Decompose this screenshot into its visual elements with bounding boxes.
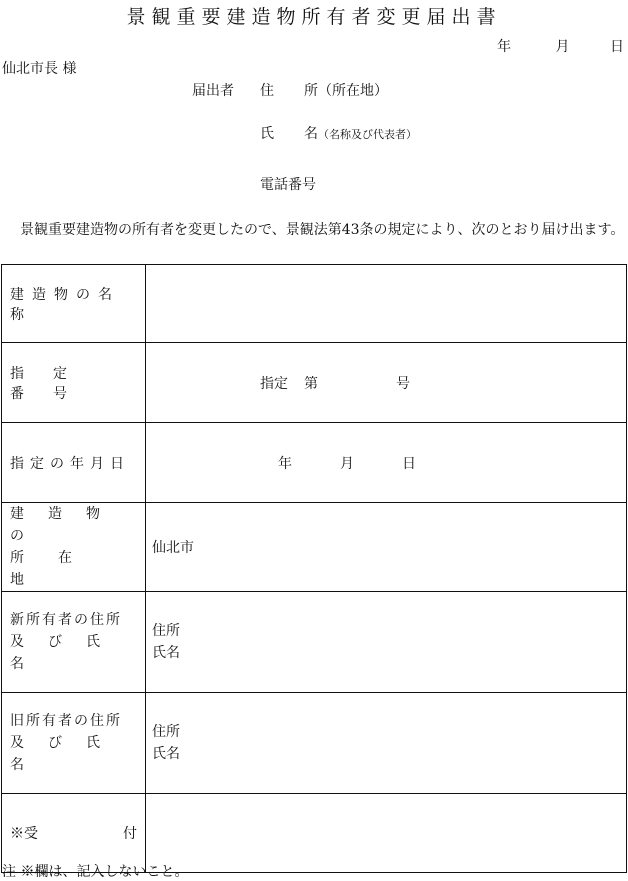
row-designation-number	[2, 343, 627, 423]
location-label	[2, 503, 146, 592]
row-building-name	[2, 265, 627, 343]
designation-date-label-text: 指定の年月日	[10, 455, 130, 472]
filer-name-field	[260, 123, 417, 143]
address-label: 住	[260, 83, 274, 99]
designation-suffix: 号	[396, 375, 410, 392]
filer-address-field	[260, 80, 388, 100]
designation-date-day: 日	[402, 455, 416, 472]
designation-prefix: 指定	[260, 375, 288, 392]
name-note: （名称及び代表者）	[318, 128, 417, 141]
address-label2: 所	[304, 83, 318, 99]
row-new-owner	[2, 592, 627, 693]
row-location	[2, 503, 627, 592]
building-name-label	[2, 265, 146, 343]
date-line	[497, 36, 624, 56]
date-month: 月	[555, 39, 570, 55]
new-owner-name: 氏名	[152, 645, 180, 661]
designation-date-label	[2, 423, 146, 503]
address-note: （所在地）	[318, 83, 388, 99]
statement-text: 景観重要建造物の所有者を変更したので、景観法第43条の規定により、次のとおり届け出ます。	[20, 222, 625, 238]
form-table	[1, 264, 627, 873]
document-title: 景観重要建造物所有者変更届出書	[126, 6, 502, 28]
designation-date-value[interactable]	[146, 423, 627, 503]
building-name-value[interactable]	[146, 265, 627, 343]
old-owner-name: 氏名	[152, 746, 180, 762]
new-owner-address: 住所	[152, 623, 180, 639]
date-year: 年	[497, 39, 512, 55]
date-day: 日	[610, 39, 624, 55]
location-label-line2: 所在地	[10, 550, 106, 588]
receipt-value	[146, 794, 627, 873]
designation-number-label	[2, 343, 146, 423]
new-owner-label	[2, 592, 146, 693]
new-owner-value[interactable]	[146, 592, 627, 693]
location-value-text: 仙北市	[152, 540, 194, 556]
designation-number-value[interactable]	[146, 343, 627, 423]
designation-date-month: 月	[340, 455, 354, 472]
row-designation-date	[2, 423, 627, 503]
old-owner-label-line2: 及び氏名	[10, 735, 124, 773]
designation-number-label-text: 指定番号	[10, 365, 96, 402]
row-old-owner	[2, 693, 627, 794]
old-owner-address: 住所	[152, 724, 180, 740]
name-label: 氏	[260, 126, 274, 142]
addressee: 仙北市長 様	[2, 61, 77, 77]
filer-label: 届出者	[192, 83, 234, 99]
old-owner-value[interactable]	[146, 693, 627, 794]
location-label-line1: 建造物の	[10, 506, 124, 544]
footnote: 注 ※欄は、記入しないこと。	[2, 864, 189, 880]
receipt-label-mark: ※受	[10, 826, 38, 842]
designation-date-year: 年	[278, 455, 292, 472]
old-owner-label-line1: 旧所有者の住所	[10, 713, 122, 729]
new-owner-label-line2: 及び氏名	[10, 634, 124, 672]
building-name-label-text: 建造物の名称	[10, 286, 120, 323]
location-value[interactable]	[146, 503, 627, 592]
receipt-label-end: 付	[123, 826, 137, 842]
old-owner-label	[2, 693, 146, 794]
filer-phone-field: 電話番号	[260, 177, 316, 193]
designation-mid: 第	[304, 375, 318, 392]
new-owner-label-line1: 新所有者の住所	[10, 612, 122, 628]
name-label2: 名	[304, 126, 318, 142]
